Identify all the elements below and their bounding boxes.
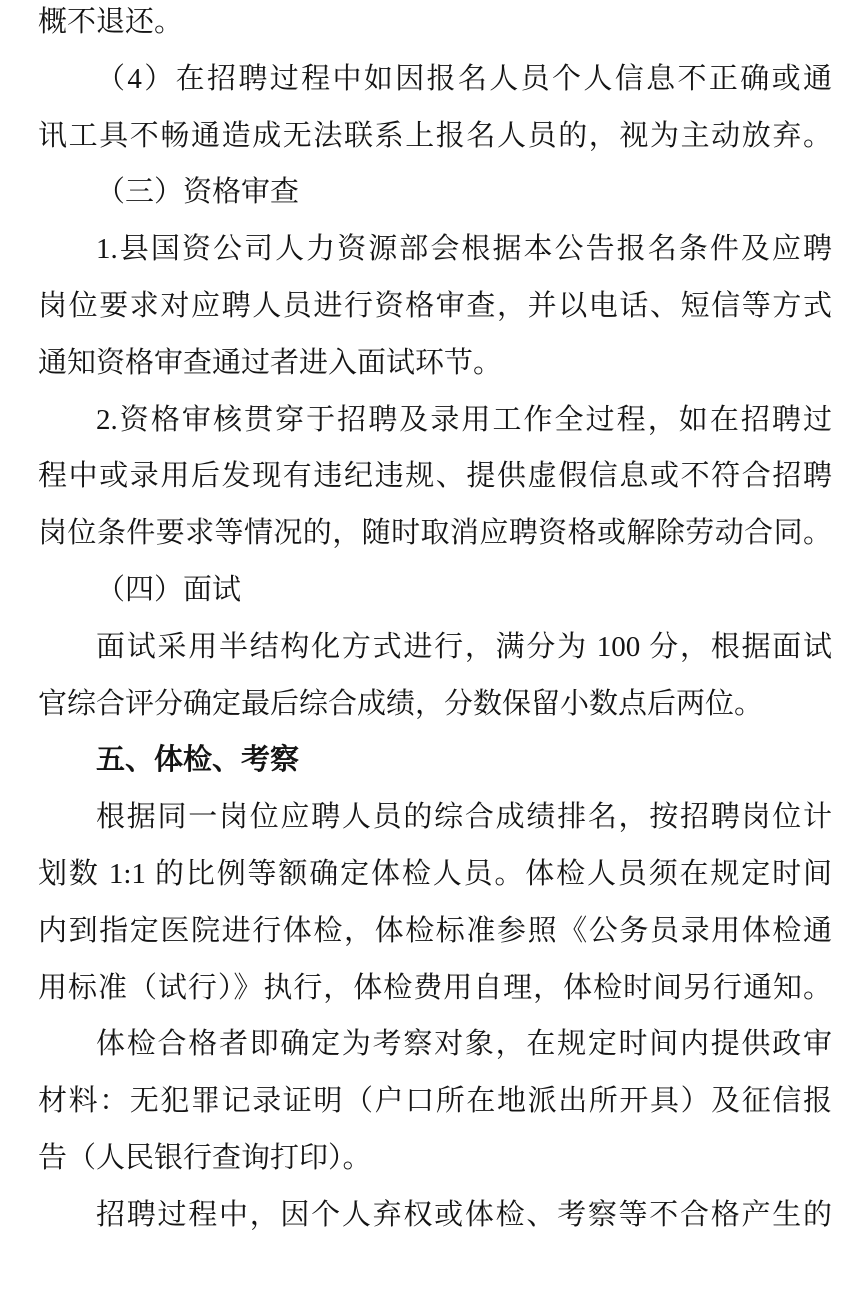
text-line: 2.资格审核贯穿于招聘及录用工作全过程，如在招聘过 xyxy=(96,403,832,436)
text-line: 官综合评分确定最后综合成绩，分数保留小数点后两位。 xyxy=(38,687,764,720)
text-line: 面试采用半结构化方式进行，满分为 100 分，根据面试 xyxy=(96,630,832,663)
chapter-heading: 五、体检、考察 xyxy=(96,744,300,777)
text-line: 招聘过程中，因个人弃权或体检、考察等不合格产生的 xyxy=(96,1198,832,1231)
text-line: 通知资格审查通过者进入面试环节。 xyxy=(38,346,503,379)
text-line: 告（人民银行查询打印）。 xyxy=(38,1141,372,1174)
text-line: 划数 1:1 的比例等额确定体检人员。体检人员须在规定时间 xyxy=(38,857,832,890)
text-line: 材料：无犯罪记录证明（户口所在地派出所开具）及征信报 xyxy=(38,1085,832,1118)
text-line: 岗位要求对应聘人员进行资格审查，并以电话、短信等方式 xyxy=(38,289,832,322)
text-line: 用标准（试行）》执行，体检费用自理，体检时间另行通知。 xyxy=(38,971,832,1004)
text-line: （4）在招聘过程中如因报名人员个人信息不正确或通 xyxy=(96,62,832,95)
text-line: 程中或录用后发现有违纪违规、提供虚假信息或不符合招聘 xyxy=(38,460,832,493)
text-line: 讯工具不畅通造成无法联系上报名人员的，视为主动放弃。 xyxy=(38,119,832,152)
text-line: 1.县国资公司人力资源部会根据本公告报名条件及应聘 xyxy=(96,233,832,266)
text-line: 体检合格者即确定为考察对象，在规定时间内提供政审 xyxy=(96,1028,832,1061)
text-line: 岗位条件要求等情况的，随时取消应聘资格或解除劳动合同。 xyxy=(38,517,832,550)
text-line: 内到指定医院进行体检，体检标准参照《公务员录用体检通 xyxy=(38,914,832,947)
document-body xyxy=(38,0,832,1244)
text-line: 根据同一岗位应聘人员的综合成绩排名，按招聘岗位计 xyxy=(96,801,832,834)
text-line: 概不退还。 xyxy=(38,6,184,38)
section-heading: （三）资格审查 xyxy=(96,176,300,209)
section-heading: （四）面试 xyxy=(96,573,242,606)
